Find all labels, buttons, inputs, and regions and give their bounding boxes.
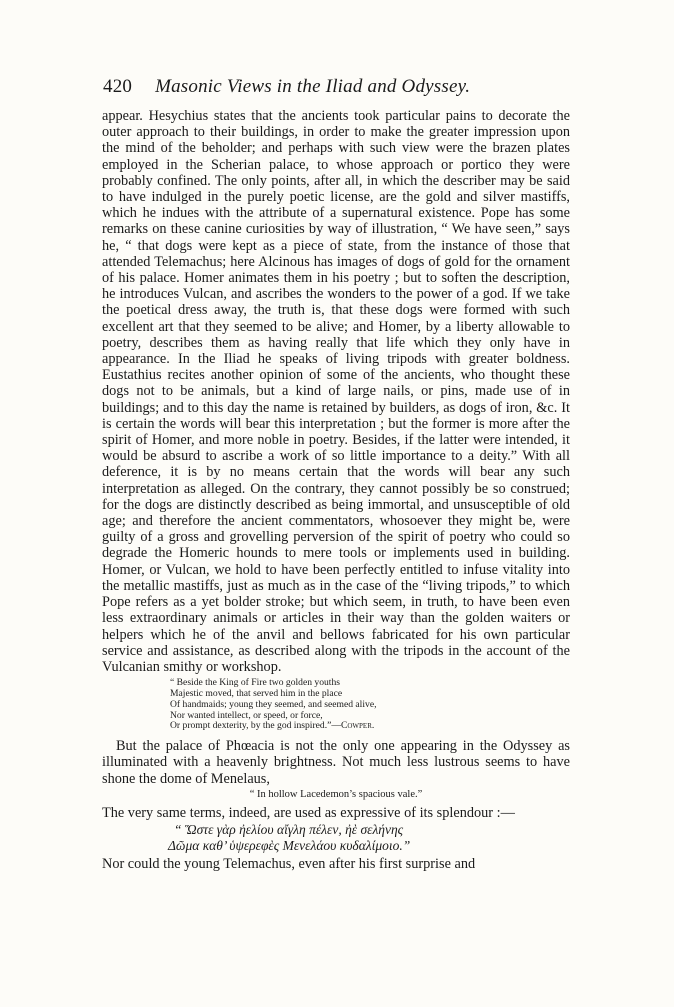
paragraph: But the palace of Phœacia is not the only one appearing in the Odyssey as illuminated with a heavenly brightness. Not much less lustrous seems to have shone the dome of Menelaus, (102, 738, 570, 787)
paragraph: The very same terms, indeed, are used as expressive of its splendour :— (102, 804, 515, 821)
verse-line: Nor wanted intellect, or speed, or force, (170, 709, 323, 721)
verse-line-text: Or prompt dexterity, by the god inspired.”— (170, 720, 341, 732)
verse-line: “ Beside the King of Fire two golden youths (170, 677, 340, 689)
running-title: Masonic Views in the Iliad and Odyssey. (155, 76, 471, 97)
verse-line-final (170, 721, 570, 732)
greek-quote (168, 821, 570, 854)
quote-attribution: Cowper. (340, 720, 375, 732)
paragraph: appear. Hesychius states that the ancients took particular pains to decorate the outer approach to their buildings, in order to make the greater impression upon the mind of the beholder; and perhaps with such view were the brazen plates employed in the Scherian palace, to whose approach or portico they were probably confined. The only points, after all, in which the describer may be said to have indulged in the purely poetic license, are the gold and silver mastiffs, which he indues with the attribute of a supernatural existence. Pope has some remarks on these canine curiosities by way of illustration, “ We have seen,” says he, “ that dogs were kept as a piece of state, from the instance of those that attended Telemachus; here Alcinous has images of dogs of gold for the ornament of his palace. Homer animates them in his poetry ; but to soften the description, he introduces Vulcan, and ascribes the wonders to the power of a god. If we take the poetical dress away, the truth is, that these dogs were formed with such excellent art that they seemed to be alive; and Homer, by a liberty allowable to poetry, describes them as having really that life which they only have in appearance. In the Iliad he speaks of living tripods with greater boldness. Eustathius recites another opinion of some of the ancients, who thought these dogs not to be animals, but a kind of large nails, or pins, made use of in buildings; and to this day the name is retained by builders, as dogs of iron, &c. It is certain the words will bear this interpretation ; but the former is more after the spirit of Homer, and more noble in poetry. Besides, if the latter were intended, it would be absurd to ascribe a work of so little importance to a deity.” With all deference, it is by no means certain that the words will bear any such interpretation as alleged. On the contrary, they cannot possibly be so construed; for the dogs are distinctly described as being immortal, and unsusceptible of old age; and therefore the ancient commentators, whosoever they might be, were guilty of a gross and grovelling perversion of the spirit of poetry who could so degrade the Homeric hounds to mere tools or implements used in building. Homer, or Vulcan, we hold to have been perfectly entitled to infuse vitality into the metallic mastiffs, just as much as in the case of the “living tripods,” to which Pope refers as a yet bolder stroke; but which seem, in truth, to have been even less extraordinary animals or articles in their way than the golden waiters or helpers which he of the anvil and bellows fabricated for his own particular service and assistance, as described along with the tripods in the account of the Vulcanian smithy or workshop. (102, 108, 570, 675)
page-number: 420 (103, 76, 133, 97)
paragraph: Nor could the young Telemachus, even after his first surprise and (102, 855, 476, 872)
verse-quote-lacedemon: “ In hollow Lacedemon’s spacious vale.” (249, 788, 423, 800)
verse-line: Of handmaids; young they seemed, and seemed alive, (170, 698, 377, 710)
verse-quote-cowper (170, 678, 570, 732)
verse-line: Majestic moved, that served him in the place (170, 687, 343, 699)
page-header (103, 76, 573, 98)
main-text (102, 108, 570, 872)
greek-line: “ Ὥστε γὰρ ἠελίου αἴγλη πέλεν, ἠὲ σελήνης (174, 821, 404, 837)
greek-line: Δῶμα καθ’ ὑψερεφὲς Μενελάου κυδαλίμοιο.” (168, 837, 411, 853)
